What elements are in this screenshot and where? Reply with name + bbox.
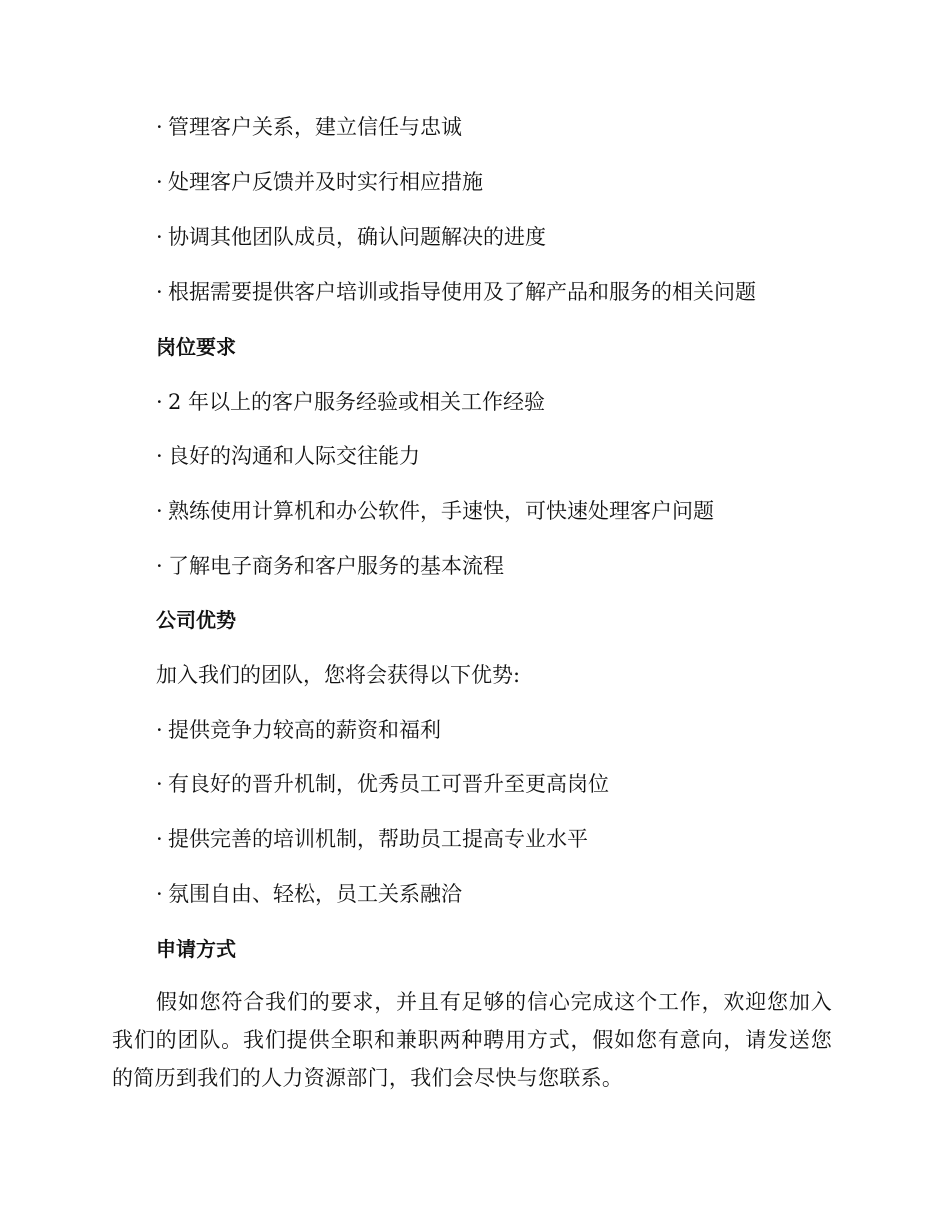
bullet-dot: · bbox=[156, 225, 163, 249]
bullet-dot: · bbox=[156, 280, 163, 304]
advantage-item bbox=[156, 770, 609, 798]
requirements-heading: 岗位要求 bbox=[156, 335, 236, 359]
requirement-item-text: 熟练使用计算机和办公软件，手速快，可快速处理客户问题 bbox=[168, 499, 714, 523]
duty-item-text: 根据需要提供客户培训或指导使用及了解产品和服务的相关问题 bbox=[168, 280, 756, 304]
advantage-item-text: 有良好的晋升机制，优秀员工可晋升至更高岗位 bbox=[168, 772, 609, 796]
advantages-intro: 加入我们的团队，您将会获得以下优势: bbox=[156, 663, 521, 687]
bullet-dot: · bbox=[156, 772, 163, 796]
duty-item bbox=[156, 113, 462, 141]
duty-item bbox=[156, 278, 756, 306]
requirement-item-text: 2 年以上的客户服务经验或相关工作经验 bbox=[168, 390, 546, 414]
apply-paragraph: 假如您符合我们的要求，并且有足够的信心完成这个工作，欢迎您加入我们的团队。我们提供全职和兼职两种聘用方式，假如您有意向，请发送您的简历到我们的人力资源部门，我们会尽快与您联系。 bbox=[112, 990, 832, 1090]
requirement-item bbox=[156, 552, 504, 580]
requirement-item-text: 良好的沟通和人际交往能力 bbox=[168, 444, 420, 468]
advantage-item bbox=[156, 880, 462, 908]
bullet-dot: · bbox=[156, 499, 163, 523]
bullet-dot: · bbox=[156, 444, 163, 468]
requirement-item bbox=[156, 388, 545, 416]
duty-item-text: 处理客户反馈并及时实行相应措施 bbox=[168, 170, 483, 194]
advantage-item-text: 提供完善的培训机制，帮助员工提高专业水平 bbox=[168, 827, 588, 851]
advantage-item-text: 提供竞争力较高的薪资和福利 bbox=[168, 718, 441, 742]
duty-item bbox=[156, 223, 546, 251]
bullet-dot: · bbox=[156, 882, 163, 906]
advantages-heading: 公司优势 bbox=[156, 608, 236, 632]
bullet-dot: · bbox=[156, 170, 163, 194]
duty-item bbox=[156, 168, 483, 196]
requirement-item bbox=[156, 497, 714, 525]
bullet-dot: · bbox=[156, 115, 163, 139]
requirement-item bbox=[156, 442, 420, 470]
duty-item-text: 协调其他团队成员，确认问题解决的进度 bbox=[168, 225, 546, 249]
duty-item-text: 管理客户关系，建立信任与忠诚 bbox=[168, 115, 462, 139]
advantage-item bbox=[156, 716, 441, 744]
bullet-dot: · bbox=[156, 827, 163, 851]
apply-heading: 申请方式 bbox=[156, 937, 236, 961]
bullet-dot: · bbox=[156, 718, 163, 742]
bullet-dot: · bbox=[156, 554, 163, 578]
requirement-item-text: 了解电子商务和客户服务的基本流程 bbox=[168, 554, 504, 578]
advantage-item bbox=[156, 825, 588, 853]
advantage-item-text: 氛围自由、轻松，员工关系融洽 bbox=[168, 882, 462, 906]
bullet-dot: · bbox=[156, 390, 163, 414]
